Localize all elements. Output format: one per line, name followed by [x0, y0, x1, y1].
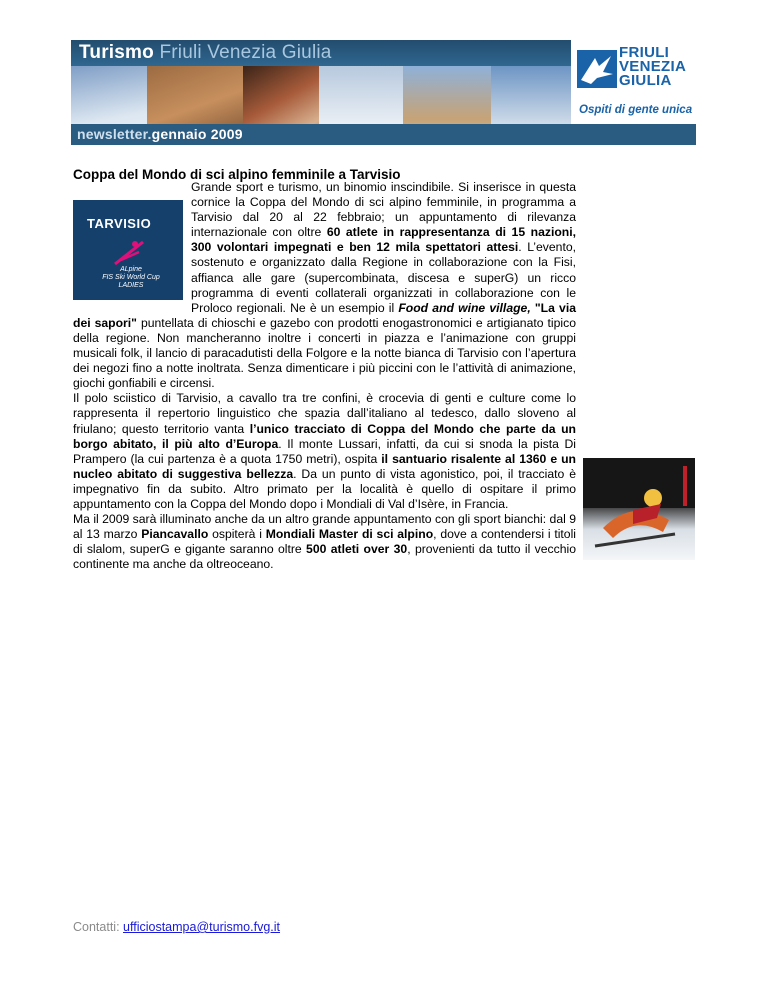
- logo-tagline: Ospiti di gente unica: [579, 104, 693, 116]
- contacts-label: Contatti:: [73, 920, 124, 934]
- banner-title-bold: Turismo: [79, 42, 154, 63]
- press-email-link[interactable]: ufficiostampa@turismo.fvg.it: [123, 920, 280, 934]
- article-body: [73, 180, 696, 572]
- newsletter-issue: gennaio 2009: [151, 126, 243, 142]
- paragraph-2: Il polo sciistico di Tarvisio, a cavallo tra tre confini, è crocevia di genti e culture come lo rappresenta il repertorio linguistico che spazia dall’italiano al tedesco, dallo sloveno al friulano; questo territorio vanta l’unico tracciato di Coppa del Mondo che parte da un borgo abitato, il più alto d’Europa. Il monte Lussari, infatti, da cui si snoda la pista Di Prampero (la cui partenza è a quota 1750 metri), ospita il santuario risalente al 1360 e un nucleo abitato di suggestiva bellezza. Da un punto di vista agonistico, poi, il tracciato è impegnativo fin da subito. Altro primato per la località è quello di ospitare il primo appuntamento con la Coppa del Mondo dopo i Mondiali di Val d’Isère, in Francia.: [73, 391, 577, 511]
- tarvisio-logo-word: TARVISIO: [87, 216, 152, 231]
- text-wrap-spacer-right: [576, 463, 696, 567]
- banner-title-bar: [71, 40, 571, 66]
- contacts-footer: [73, 920, 280, 934]
- banner-title: [79, 42, 332, 64]
- newsletter-prefix: newsletter.: [77, 126, 152, 142]
- eagle-icon: [577, 50, 617, 88]
- banner-title-light: Friuli Venezia Giulia: [159, 42, 332, 63]
- logo-line-giulia: GIULIA: [619, 72, 672, 89]
- newsletter-banner: [71, 40, 696, 145]
- fvg-logo: [571, 40, 696, 128]
- cup-line-fis: FIS Ski World Cup: [102, 274, 160, 281]
- text-wrap-spacer-left: [73, 180, 191, 303]
- logo-line-venezia: VENEZIA: [619, 58, 687, 75]
- logo-wordmark: [619, 46, 686, 88]
- paragraph-1: Grande sport e turismo, un binomio inscindibile. Si inserisce in questa cornice la Coppa del Mondo di sci alpino femminile, in programma a Tarvisio dal 20 al 22 febbraio; un appuntamento di rilevanza internazionale con oltre 60 atlete in rappresentanza di 15 nazioni, 300 volontari impegnati e ben 12 mila spettatori attesi. L’evento, sostenuto e organizzato dalla Regione in collaborazione con la Fisi, affianca alle gare (supercombinata, discesa e superG) un ricco programma di eventi collaterali organizzati in collaborazione con le Proloco regionali. Ne è un esempio il Food and wine village, "La via dei sapori" puntellata di chioschi e gazebo con prodotti enogastronomici e artigianato tipico della regione. Non mancheranno inoltre i concerti in piazza e l’animazione con gruppi musicali folk, il lancio di paracadutisti della Folgore e la notte bianca di Tarvisio con l’apertura dei negozi fino a notte inoltrata. Senza dimenticare i più piccini con le l’attività di animazione, giochi gonfiabili e circensi.: [73, 180, 576, 391]
- cup-line-alpine: ALpine: [120, 266, 142, 273]
- paragraph-3: Ma il 2009 sarà illuminato anche da un altro grande appuntamento con gli sport bianchi: dal 9 al 13 marzo Piancavallo ospiterà i Mondiali Master di sci alpino, dove a contendersi i titoli di slalom, superG e gigante saranno oltre 500 atleti over 30, provenienti da tutto il vecchio continente ma anche da oltreoceano.: [73, 512, 576, 572]
- article-headline: Coppa del Mondo di sci alpino femminile a Tarvisio: [73, 167, 401, 182]
- cup-line-ladies: LADIES: [118, 282, 144, 289]
- newsletter-label: [77, 126, 243, 142]
- logo-line-friuli: FRIULI: [619, 44, 670, 61]
- newsletter-bar: [71, 124, 696, 145]
